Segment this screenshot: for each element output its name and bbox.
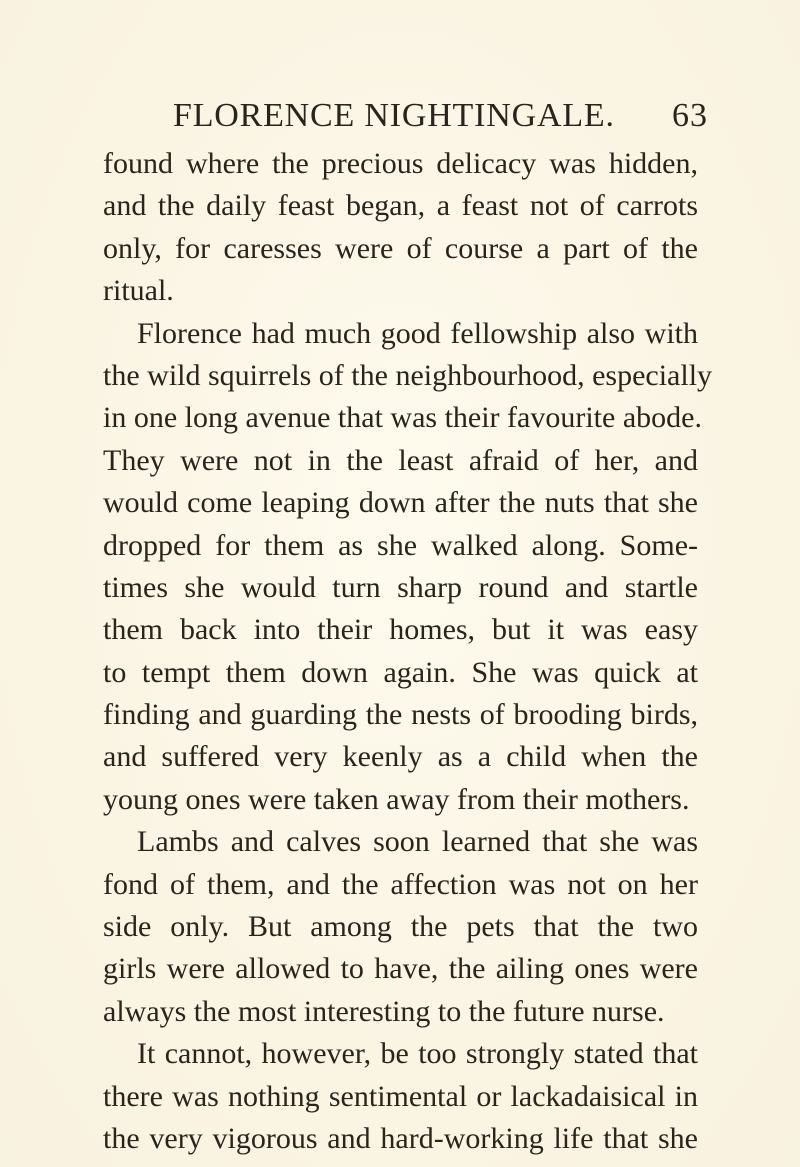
text-line: ritual. (103, 274, 174, 308)
text-line: and suffered very keenly as a child when the (103, 740, 698, 774)
text-line: young ones were taken away from their mothers. (103, 782, 690, 816)
text-line: in one long avenue that was their favourite abode. (103, 401, 702, 435)
text-line: girls were allowed to have, the ailing ones were (103, 952, 698, 986)
text-line: only, for caresses were of course a part of the (103, 231, 698, 265)
page-number: 63 (672, 97, 708, 134)
body-text (103, 143, 713, 1160)
text-line: found where the precious delicacy was hidden, (103, 147, 698, 180)
page-header (173, 92, 708, 140)
text-line: the very vigorous and hard-working life that she (103, 1121, 698, 1155)
text-line: fond of them, and the affection was not on her (103, 867, 698, 901)
text-line: the wild squirrels of the neighbourhood, especially (103, 358, 713, 392)
text-line: always the most interesting to the future nurse. (103, 994, 665, 1028)
text-line: dropped for them as she walked along. Some- (103, 528, 698, 562)
text-line: They were not in the least afraid of her, and (103, 443, 698, 477)
text-line: It cannot, however, be too strongly stated that (137, 1037, 698, 1071)
text-line: there was nothing sentimental or lackadaisical in (103, 1079, 698, 1113)
text-line: finding and guarding the nests of brooding birds, (103, 698, 698, 732)
text-line: Florence had much good fellowship also with (137, 316, 698, 350)
text-line: side only. But among the pets that the two (103, 910, 698, 944)
text-line: times she would turn sharp round and startle (103, 570, 698, 604)
text-line: to tempt them down again. She was quick at (103, 655, 698, 689)
text-line: them back into their homes, but it was easy (103, 613, 698, 647)
text-line: and the daily feast began, a feast not of carrots (103, 189, 698, 223)
text-line: would come leaping down after the nuts that she (103, 486, 698, 520)
text-line: Lambs and calves soon learned that she was (137, 825, 698, 859)
running-title: FLORENCE NIGHTINGALE. (173, 97, 615, 134)
